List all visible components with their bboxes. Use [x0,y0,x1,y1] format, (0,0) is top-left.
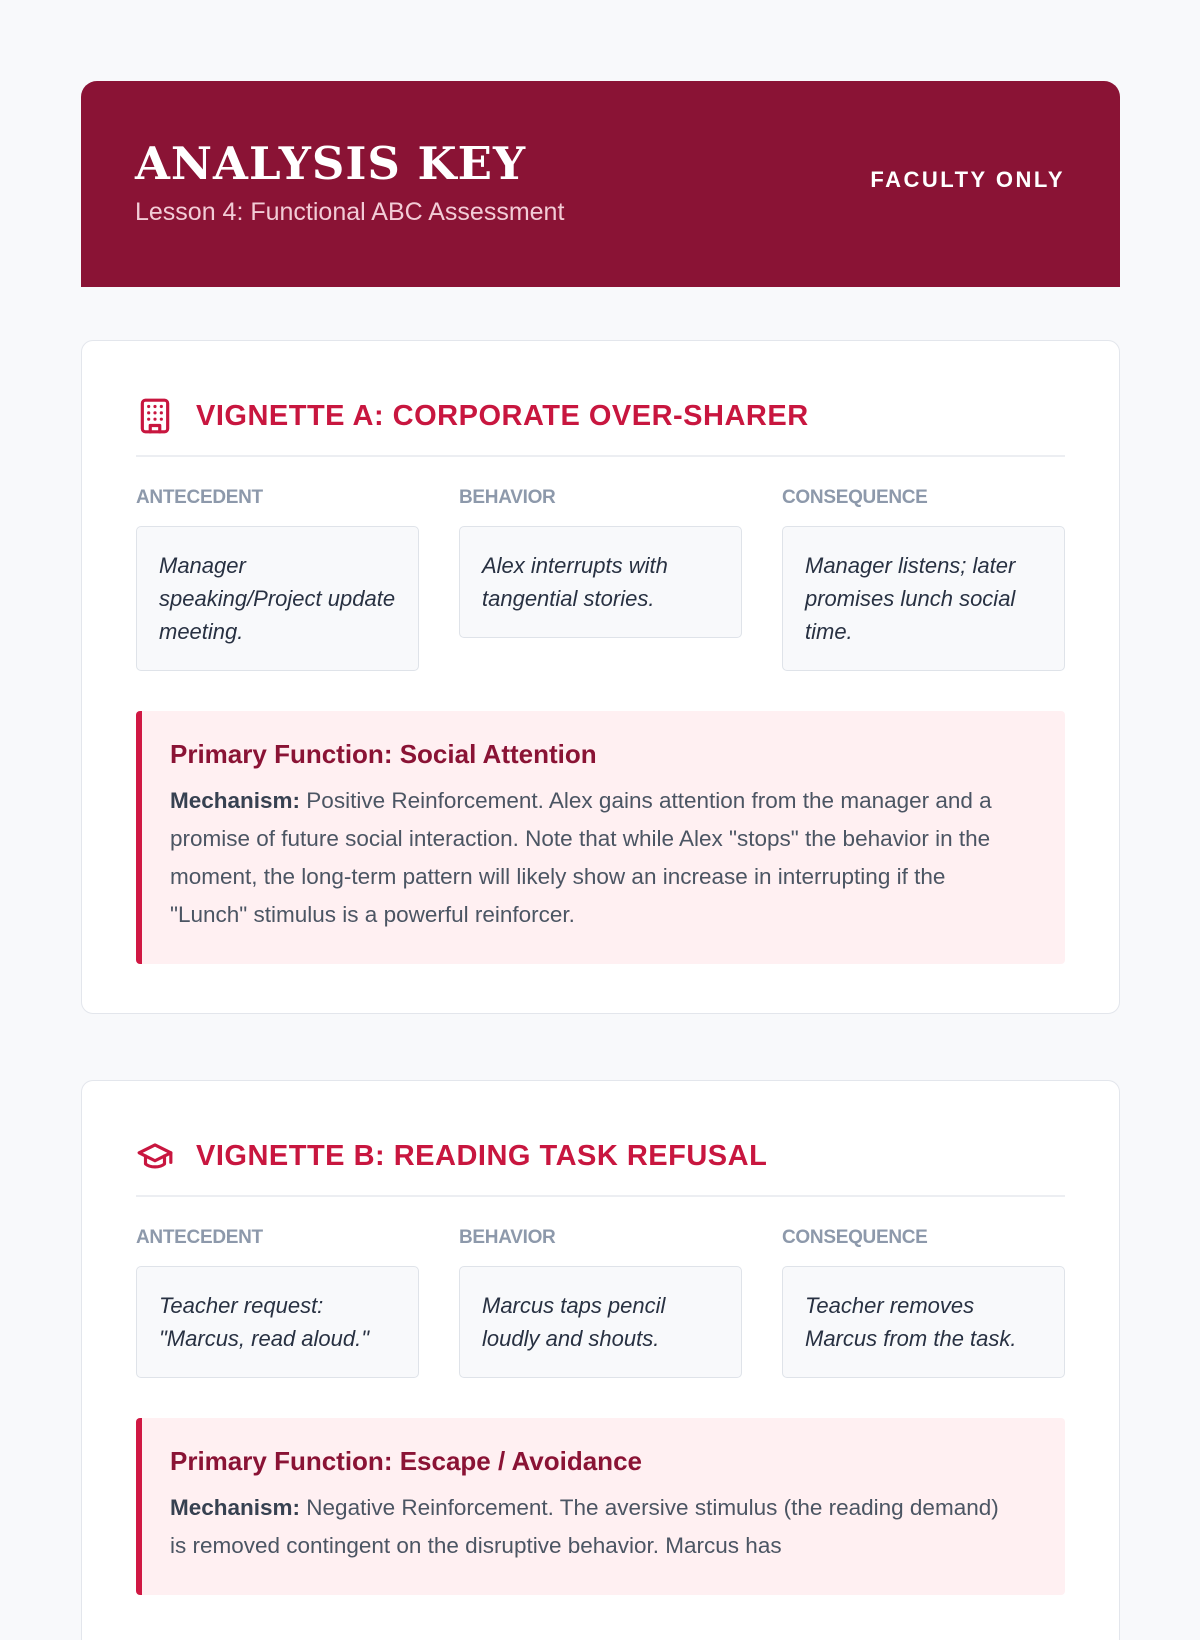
page-title: ANALYSIS KEY [135,137,527,190]
page-subtitle: Lesson 4: Functional ABC Assessment [135,198,565,226]
vignette-header [136,341,1065,457]
faculty-only-badge: FACULTY ONLY [870,167,1065,192]
behavior-text: Alex interrupts with tangential stories. [459,526,742,638]
function-box [136,711,1065,964]
consequence-label: CONSEQUENCE [782,1227,928,1248]
behavior-text: Marcus taps pencil loudly and shouts. [459,1266,742,1378]
mechanism-text [170,1489,1013,1565]
vignette-header [136,1081,1065,1197]
antecedent-text: Manager speaking/Project update meeting. [136,526,419,671]
antecedent-column [136,487,419,671]
abc-row [136,487,1065,671]
behavior-label: BEHAVIOR [459,1227,556,1248]
mechanism-body: Positive Reinforcement. Alex gains attention from the manager and a promise of future social interaction. Note that while Alex "stops" the behavior in the moment, the long-term pattern will likely show an increase in interrupting if the "Lunch" stimulus is a powerful reinforcer. [170,788,992,927]
behavior-column [459,487,742,671]
consequence-text: Teacher removes Marcus from the task. [782,1266,1065,1378]
abc-row [136,1227,1065,1378]
antecedent-label: ANTECEDENT [136,487,263,508]
consequence-text: Manager listens; later promises lunch social time. [782,526,1065,671]
mechanism-label: Mechanism: [170,1495,301,1520]
vignette-title: VIGNETTE B: READING TASK REFUSAL [196,1139,768,1172]
consequence-column [782,487,1065,671]
function-title: Primary Function: Escape / Avoidance [170,1446,642,1476]
antecedent-column [136,1227,419,1378]
mechanism-text [170,782,1013,934]
header-banner [81,81,1120,287]
behavior-column [459,1227,742,1378]
vignette-card-a [81,340,1120,1014]
antecedent-label: ANTECEDENT [136,1227,263,1248]
vignette-card-b [81,1080,1120,1640]
mechanism-body: Negative Reinforcement. The aversive stimulus (the reading demand) is removed contingent on the disruptive behavior. Marcus has [170,1495,999,1558]
vignette-title: VIGNETTE A: CORPORATE OVER-SHARER [196,399,809,432]
antecedent-text: Teacher request: "Marcus, read aloud." [136,1266,419,1378]
mechanism-label: Mechanism: [170,788,301,813]
function-box [136,1418,1065,1595]
consequence-label: CONSEQUENCE [782,487,928,508]
building-icon [136,396,176,436]
consequence-column [782,1227,1065,1378]
graduation-cap-icon [136,1136,176,1176]
behavior-label: BEHAVIOR [459,487,556,508]
function-title: Primary Function: Social Attention [170,739,597,769]
